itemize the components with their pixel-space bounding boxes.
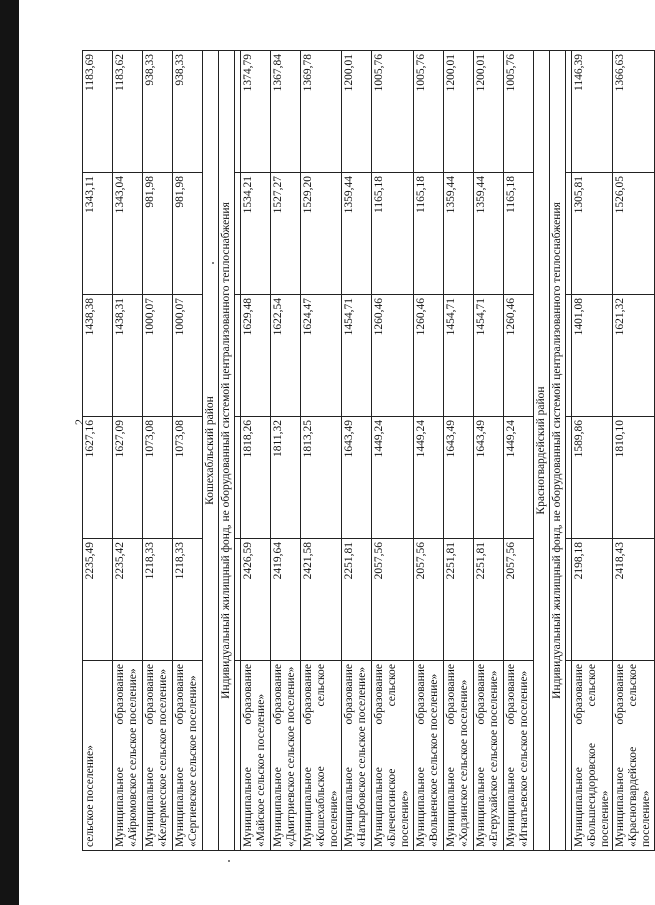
tariff-value: 1000,07 xyxy=(173,295,203,417)
tariff-value: 1146,39 xyxy=(571,51,613,173)
table-row xyxy=(372,51,414,851)
page-number: 2 xyxy=(72,419,86,425)
table-row xyxy=(342,51,372,851)
tariff-value: 1627,16 xyxy=(83,417,113,539)
tariff-value: 1624,47 xyxy=(300,295,342,417)
tariff-value: 1621,32 xyxy=(613,295,655,417)
tariff-value: 1260,46 xyxy=(504,295,534,417)
tariff-value: 1369,78 xyxy=(300,51,342,173)
tariff-value: 1367,84 xyxy=(270,51,300,173)
tariff-value: 2235,42 xyxy=(113,539,143,661)
fund-header-row xyxy=(549,51,565,851)
tariff-value: 1818,26 xyxy=(240,417,270,539)
tariff-value: 1529,20 xyxy=(300,173,342,295)
section-district-1 xyxy=(203,51,241,851)
tariff-value: 1643,49 xyxy=(342,417,372,539)
table-row xyxy=(504,51,534,851)
settlement-name: Муниципальное образование «Майское сельское поселение» xyxy=(240,661,270,851)
scan-speck xyxy=(228,860,230,862)
tariff-value: 1813,25 xyxy=(300,417,342,539)
settlement-name: Муниципальное образование «Келермесское сельское поселение» xyxy=(143,661,173,851)
tariff-value: 2426,59 xyxy=(240,539,270,661)
settlement-name: Муниципальное образование «Кошехабльское сельское поселение» xyxy=(300,661,342,851)
settlement-name: Муниципальное образование «Сергиевское сельское поселение» xyxy=(173,661,203,851)
tariff-value: 1454,71 xyxy=(474,295,504,417)
table-row xyxy=(173,51,203,851)
district-title: Красногвардейский район xyxy=(534,51,550,851)
settlement-name: Муниципальное образование «Игнатьевское сельское поселение» xyxy=(504,661,534,851)
tariff-value: 2235,49 xyxy=(83,539,113,661)
section-district-2 xyxy=(534,51,572,851)
tariff-value: 1589,86 xyxy=(571,417,613,539)
rows-bottom xyxy=(571,51,654,851)
table-row xyxy=(444,51,474,851)
settlement-name: Муниципальное образование «Блечепсинское сельское поселение» xyxy=(372,661,414,851)
settlement-name: Муниципальное образование «Айрюмовское сельское поселение» xyxy=(113,661,143,851)
table-row xyxy=(300,51,342,851)
table-row xyxy=(113,51,143,851)
settlement-name: Муниципальное образование «Ходзинское сельское поселение» xyxy=(444,661,474,851)
district-title: Кошехабльский район xyxy=(203,51,219,851)
tariff-value: 2418,43 xyxy=(613,539,655,661)
settlement-name: Муниципальное образование «Красногвардейское сельское поселение» xyxy=(613,661,655,851)
tariff-value: 938,33 xyxy=(143,51,173,173)
settlement-name: Муниципальное образование «Дмитриевское сельское поселение» xyxy=(270,661,300,851)
rows-top xyxy=(83,51,203,851)
scan-edge-bar xyxy=(0,0,19,905)
rows-mid xyxy=(240,51,533,851)
tariff-value: 1643,49 xyxy=(444,417,474,539)
tariff-value: 1366,63 xyxy=(613,51,655,173)
tariff-value: 1218,33 xyxy=(173,539,203,661)
tariff-value: 1374,79 xyxy=(240,51,270,173)
fund-title: Индивидуальный жилищный фонд, не оборудованный системой централизованного теплоснабжения xyxy=(549,51,565,851)
tariff-value: 1005,76 xyxy=(372,51,414,173)
table-row xyxy=(613,51,655,851)
tariff-value: 1622,54 xyxy=(270,295,300,417)
rotated-page xyxy=(82,51,653,851)
tariff-value: 2057,56 xyxy=(504,539,534,661)
settlement-name: сельское поселение» xyxy=(83,661,113,851)
settlement-name: Муниципальное образование «Егерухайское сельское поселение» xyxy=(474,661,504,851)
tariff-value: 1454,71 xyxy=(342,295,372,417)
tariff-value: 1627,09 xyxy=(113,417,143,539)
tariff-value: 1629,48 xyxy=(240,295,270,417)
tariff-value: 1200,01 xyxy=(444,51,474,173)
table-row xyxy=(240,51,270,851)
tariff-value: 1005,76 xyxy=(504,51,534,173)
tariff-value: 2419,64 xyxy=(270,539,300,661)
tariff-value: 1449,24 xyxy=(372,417,414,539)
tariff-value: 1534,21 xyxy=(240,173,270,295)
tariff-value: 2057,56 xyxy=(372,539,414,661)
settlement-name: Муниципальное образование «Натырбовское сельское поселение» xyxy=(342,661,372,851)
tariff-value: 1449,24 xyxy=(504,417,534,539)
settlement-name: Муниципальное образование «Вольненское сельское поселение» xyxy=(414,661,444,851)
tariff-value: 1359,44 xyxy=(342,173,372,295)
tariff-value: 1165,18 xyxy=(504,173,534,295)
tariff-value: 1000,07 xyxy=(143,295,173,417)
tariff-value: 1343,04 xyxy=(113,173,143,295)
tariff-value: 2251,81 xyxy=(342,539,372,661)
tariff-value: 1165,18 xyxy=(414,173,444,295)
tariff-value: 1811,32 xyxy=(270,417,300,539)
table-row xyxy=(474,51,504,851)
tariff-value: 1438,38 xyxy=(83,295,113,417)
tariff-value: 1449,24 xyxy=(414,417,444,539)
table-row xyxy=(571,51,613,851)
tariff-value: 2251,81 xyxy=(474,539,504,661)
tariff-value: 1359,44 xyxy=(474,173,504,295)
table-row xyxy=(270,51,300,851)
tariff-value: 2198,18 xyxy=(571,539,613,661)
tariff-value: 1005,76 xyxy=(414,51,444,173)
tariff-value: 981,98 xyxy=(143,173,173,295)
tariff-value: 2251,81 xyxy=(444,539,474,661)
tariff-value: 1183,69 xyxy=(83,51,113,173)
tariff-value: 1073,08 xyxy=(143,417,173,539)
tariff-value: 1260,46 xyxy=(414,295,444,417)
tariff-value: 1260,46 xyxy=(372,295,414,417)
tariff-value: 1359,44 xyxy=(444,173,474,295)
fund-header-row xyxy=(218,51,234,851)
table-row xyxy=(414,51,444,851)
tariff-value: 1810,10 xyxy=(613,417,655,539)
tariff-value: 1454,71 xyxy=(444,295,474,417)
tariff-table xyxy=(82,50,655,851)
tariff-value: 1438,31 xyxy=(113,295,143,417)
tariff-value: 1527,27 xyxy=(270,173,300,295)
tariff-value: 2421,58 xyxy=(300,539,342,661)
tariff-value: 1643,49 xyxy=(474,417,504,539)
tariff-value: 1526,05 xyxy=(613,173,655,295)
district-header-row xyxy=(534,51,550,851)
tariff-value: 1165,18 xyxy=(372,173,414,295)
tariff-value: 1343,11 xyxy=(83,173,113,295)
tariff-value: 2057,56 xyxy=(414,539,444,661)
tariff-value: 1183,62 xyxy=(113,51,143,173)
tariff-value: 981,98 xyxy=(173,173,203,295)
tariff-value: 938,33 xyxy=(173,51,203,173)
tariff-value: 1073,08 xyxy=(173,417,203,539)
tariff-value: 1218,33 xyxy=(143,539,173,661)
tariff-value: 1305,81 xyxy=(571,173,613,295)
settlement-name: Муниципальное образование «Большесидоровское сельское поселение» xyxy=(571,661,613,851)
district-header-row xyxy=(203,51,219,851)
tariff-value: 1200,01 xyxy=(474,51,504,173)
table-row xyxy=(83,51,113,851)
table-row xyxy=(143,51,173,851)
tariff-value: 1401,08 xyxy=(571,295,613,417)
tariff-value: 1200,01 xyxy=(342,51,372,173)
fund-title: Индивидуальный жилищный фонд, не оборудованный системой централизованного теплоснабжения xyxy=(218,51,234,851)
